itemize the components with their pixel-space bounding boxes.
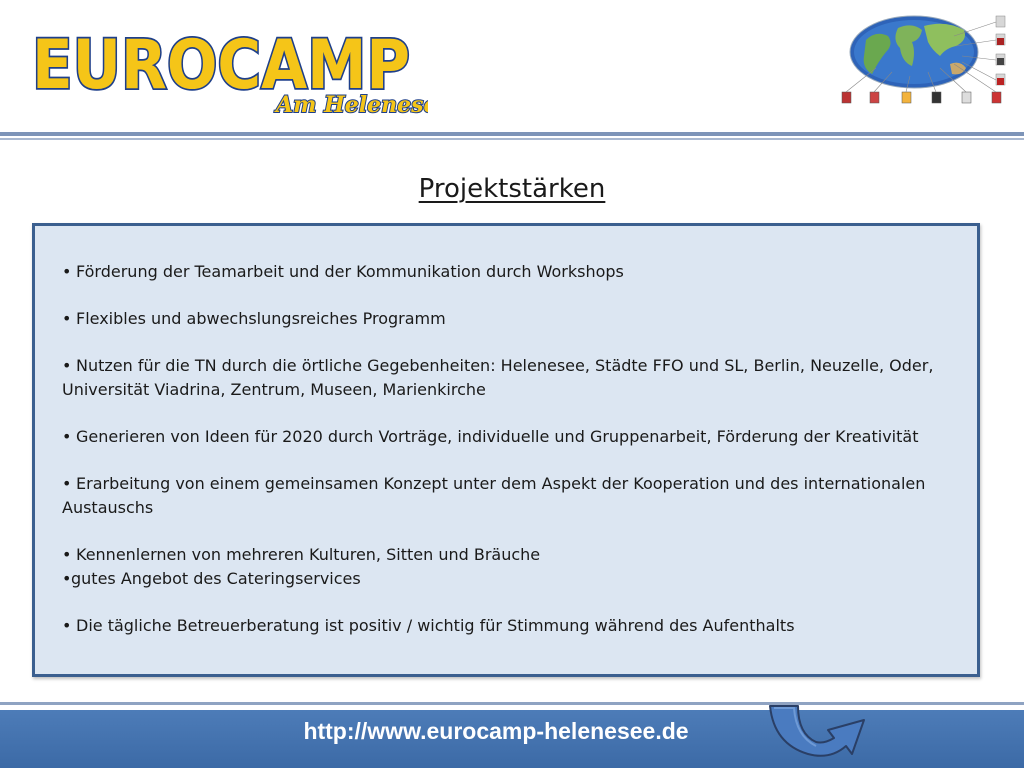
bullet-icon: • [62, 474, 72, 493]
list-item: • Nutzen für die TN durch die örtliche Gegebenheiten: Helenesee, Städte FFO und SL, Berlin, Neuzelle, Oder, Universität Viadrina, Zentrum, Museen, Marienkirche [62, 356, 934, 399]
list-item: • Kennenlernen von mehreren Kulturen, Sitten und Bräuche [62, 543, 957, 567]
logo-sub-text: Am Helenes [276, 92, 424, 118]
list-item: •gutes Angebot des Cateringservices [62, 567, 957, 591]
footer-divider [0, 702, 1024, 705]
bullet-icon: • [62, 309, 72, 328]
bullet-icon: • [62, 427, 72, 446]
eurocamp-logo [28, 14, 428, 118]
header-divider-thin [0, 138, 1024, 140]
list-item: • Generieren von Ideen für 2020 durch Vorträge, individuelle und Gruppenarbeit, Förderung der Kreativität [62, 425, 957, 449]
list-item: • Förderung der Teamarbeit und der Kommunikation durch Workshops [62, 260, 957, 284]
website-link[interactable]: http://www.eurocamp-helenesee.de [303, 718, 689, 744]
bullet-icon: • [62, 545, 72, 564]
strengths-list [62, 260, 957, 638]
list-item: • Erarbeitung von einem gemeinsamen Konzept unter dem Aspekt der Kooperation und des internationalen Austauschs [62, 474, 926, 517]
return-arrow-icon[interactable] [764, 700, 868, 760]
bullet-icon: • [62, 356, 72, 375]
list-item: • Die tägliche Betreuerberatung ist positiv / wichtig für Stimmung während des Aufenthalts [62, 614, 957, 638]
header-divider [0, 132, 1024, 136]
strengths-box [32, 223, 980, 677]
bullet-icon: • [62, 262, 72, 281]
bullet-icon: • [62, 616, 72, 635]
bullet-icon: • [62, 569, 72, 588]
world-map-graphic [836, 12, 1016, 112]
list-item: • Flexibles und abwechslungsreiches Programm [62, 307, 957, 331]
logo-main-text: EUROCAMP [32, 26, 410, 105]
page-title: Projektstärken [418, 174, 606, 204]
